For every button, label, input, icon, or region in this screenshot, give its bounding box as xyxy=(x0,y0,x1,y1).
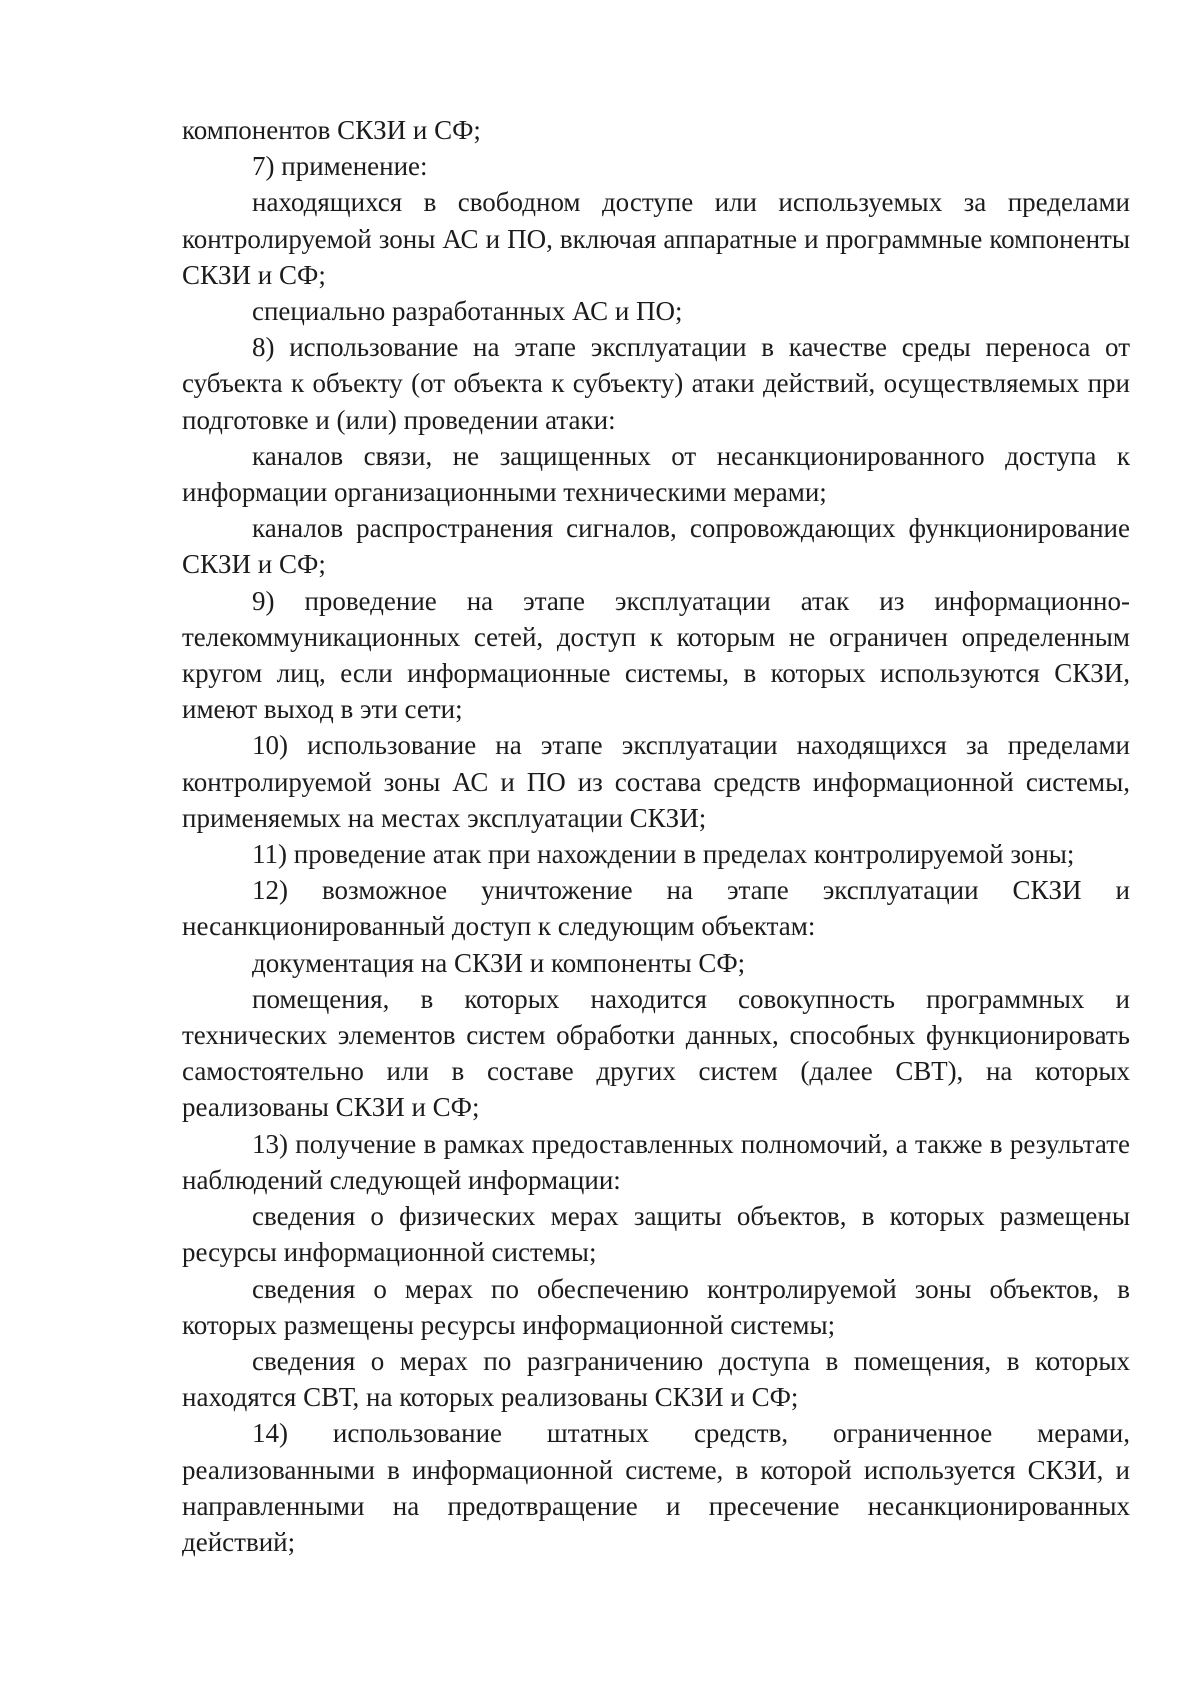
paragraph-item-14: 14) использование штатных средств, ограниченное мерами, реализованными в информационной системе, в которой используется СКЗИ, и направленными на предотвращение и пресечение несанкционированных действий; xyxy=(182,1418,1130,1557)
paragraph-item-9: 9) проведение на этапе эксплуатации атак из информационно-телекоммуникационных сетей, доступ к которым не ограничен определенным кругом лиц, если информационные системы, в которых используются СКЗИ, имеют выход в эти сети; xyxy=(182,585,1130,725)
paragraph-item-12-sub-2: помещения, в которых находится совокупность программных и технических элементов систем обработки данных, способных функционировать самостоятельно или в составе других систем (далее СВТ), на которых реализованы СКЗИ и СФ; xyxy=(182,983,1130,1123)
paragraph-item-13-sub-3: сведения о мерах по разграничению доступа в помещения, в которых находятся СВТ, на которых реализованы СКЗИ и СФ; xyxy=(182,1345,1130,1413)
paragraph-item-7-heading: 7) применение: xyxy=(252,151,428,182)
paragraph-item-11: 11) проведение атак при нахождении в пределах контролируемой зоны; xyxy=(252,839,1075,870)
paragraph-item-7-sub-1: находящихся в свободном доступе или используемых за пределами контролируемой зоны АС и ПО, включая аппаратные и программные компоненты СКЗИ и СФ; xyxy=(182,187,1130,290)
document-body xyxy=(182,112,1130,1560)
paragraph-item-10: 10) использование на этапе эксплуатации находящихся за пределами контролируемой зоны АС и ПО из состава средств информационной системы, применяемых на местах эксплуатации СКЗИ; xyxy=(182,730,1130,833)
paragraph-continuation: компонентов СКЗИ и СФ; xyxy=(182,115,481,145)
paragraph-item-8-sub-2: каналов распространения сигналов, сопровождающих функционирование СКЗИ и СФ; xyxy=(182,513,1130,580)
paragraph-item-13-sub-2: сведения о мерах по обеспечению контролируемой зоны объектов, в которых размещены ресурсы информационной системы; xyxy=(182,1273,1130,1340)
paragraph-item-12-sub-1: документация на СКЗИ и компоненты СФ; xyxy=(252,947,746,978)
paragraph-item-12-heading: 12) возможное уничтожение на этапе эксплуатации СКЗИ и несанкционированный доступ к следующим объектам: xyxy=(182,875,1130,942)
paragraph-item-8-sub-1: каналов связи, не защищенных от несанкционированного доступа к информации организационными техническими мерами; xyxy=(182,440,1130,508)
paragraph-item-7-sub-2: специально разработанных АС и ПО; xyxy=(252,296,683,327)
paragraph-item-13-heading: 13) получение в рамках предоставленных полномочий, а также в результате наблюдений следующей информации: xyxy=(182,1128,1130,1195)
paragraph-item-13-sub-1: сведения о физических мерах защиты объектов, в которых размещены ресурсы информационной системы; xyxy=(182,1201,1130,1268)
paragraph-item-8-heading: 8) использование на этапе эксплуатации в качестве среды переноса от субъекта к объекту (от объекта к субъекту) атаки действий, осуществляемых при подготовке и (или) проведении атаки: xyxy=(182,332,1130,435)
